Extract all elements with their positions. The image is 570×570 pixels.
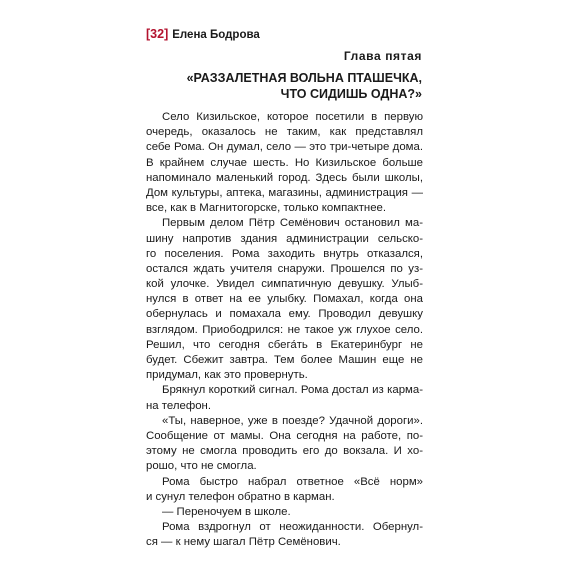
paragraph [146,414,423,475]
chapter-title-line: «РАЗЗАЛЕТНАЯ ВОЛЬНА ПТАШЕЧКА, [186,71,422,85]
text-line: Рома вздрогнул от неожиданности. Обернул- [162,521,423,534]
text-line: шину напротив здания администрации сельско- [146,232,423,245]
text-line: остался ждать учителя снаружи. Прошелся по уз- [146,262,423,275]
text-line: Первым делом Пётр Семёнович остановил ма- [162,217,423,230]
text-line: го поселения. Рома заходить внутрь отказался, [146,247,423,260]
paragraph [146,110,423,216]
text-line: нулся в ответ на ее улыбку. Помахал, когда она [146,293,423,306]
text-line: Сообщение от мамы. Она сегодня на работе, по- [146,429,423,442]
paragraph [146,520,423,550]
body-text [146,110,423,550]
paragraph [146,383,423,413]
text-line: на телефон. [146,399,211,412]
text-line: обернулась и помахала ему. Проводил девушку [146,308,423,321]
text-line: придумал, как это провернуть. [146,369,308,382]
text-line: Решил, что сегодня сбега́ть в Екатеринбург не [146,338,423,351]
text-line: очередь, оказалось не таким, как представлял [146,126,423,139]
text-line: кой улочке. Увидел симпатичную девушку. Улыб- [146,278,423,291]
text-line: рошо, что не смогла. [146,460,257,473]
text-line: Дом культуры, аптека, магазины, администрация — [146,186,423,199]
text-line: — Переночуем в школе. [162,505,291,518]
text-line: Село Кизильское, которое посетили в первую [162,111,423,123]
paragraph [146,475,423,505]
text-line: Рома быстро набрал ответное «Всё норм» [162,475,423,488]
text-line: себе Рома. Он думал, село — это три-четыре дома. [146,141,423,154]
chapter-label: Глава пятая [343,49,422,63]
text-line: ся — к нему шагал Пётр Семёнович. [146,536,341,549]
text-line: будет. Сбежит завтра. Тем более Машин еще не [146,354,423,366]
text-line: напоминало маленький город. Здесь были школы, [146,171,423,184]
paragraph [146,505,423,520]
text-line: и сунул телефон обратно в карман. [146,490,335,503]
page-number: [32] [146,27,169,41]
author-name: Елена Бодрова [172,29,260,41]
text-line: этому не смогла проводить его до вокзала. И хо- [146,445,423,458]
chapter-title [142,70,422,102]
text-line: «Ты, наверное, уже в поезде? Удачной дороги». [162,414,423,427]
text-line: В крайнем случае шесть. Но Кизильское больше [146,156,423,169]
running-head [146,27,260,42]
paragraph [146,216,423,383]
chapter-title-line: ЧТО СИДИШЬ ОДНА?» [280,87,422,101]
text-line: Брякнул короткий сигнал. Рома достал из карма- [162,384,423,397]
text-line: взглядом. Приободрился: не такое уж глухое село. [146,323,423,336]
text-line: все, как в Магнитогорске, только компактнее. [146,202,387,215]
